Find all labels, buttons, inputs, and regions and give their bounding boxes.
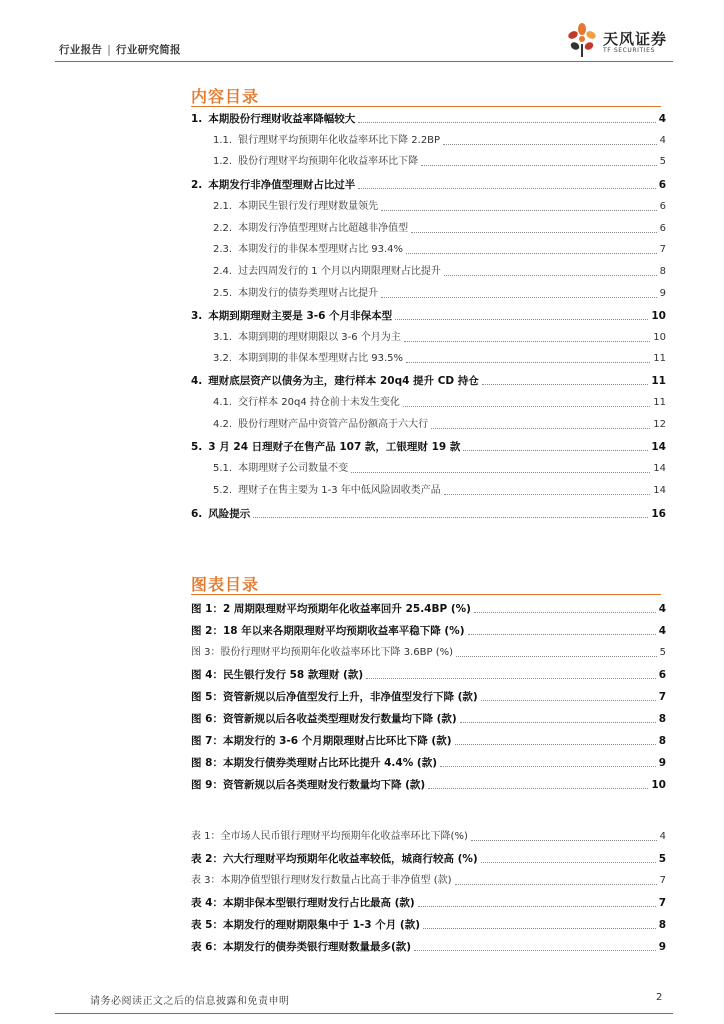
logo-chinese-name: 天风证券 <box>603 30 668 48</box>
toc-subsection-entry[interactable] <box>213 352 666 366</box>
toc-dot-leader <box>395 319 648 320</box>
toc-entry-number: 1. <box>191 113 203 125</box>
toc-entry-number: 2. <box>191 179 203 191</box>
toc-entry-title: 过去四周发行的 1 个月以内期限理财占比提升 <box>238 266 441 277</box>
toc-entry-title: 本期股份行理财收益率降幅较大 <box>208 113 356 125</box>
toc-entry-title: 3 月 24 日理财子在售产品 107 款，工银理财 19 款 <box>208 441 461 453</box>
chart-list-entry-title: 图 2：18 年以来各期限理财平均预期收益率平稳下降 (%) <box>191 625 465 637</box>
chart-list-entry-title: 图 3：股份行理财平均预期年化收益率环比下降 3.6BP (%) <box>191 647 453 658</box>
toc-dot-leader <box>455 744 656 745</box>
toc-entry-number: 5. <box>191 441 203 453</box>
chart-list-entry[interactable] <box>191 668 666 682</box>
toc-entry-page: 11 <box>651 375 666 387</box>
toc-entry-page: 5 <box>659 156 666 167</box>
toc-entry-number: 2.1. <box>213 201 233 212</box>
table-list-entry-title: 表 5：本期发行的理财期限集中于 1-3 个月 (款) <box>191 919 420 931</box>
toc-section-entry[interactable] <box>191 309 666 323</box>
toc-entry-page: 4 <box>658 113 666 125</box>
toc-entry-page: 11 <box>653 353 666 364</box>
toc-dot-leader <box>406 362 650 363</box>
toc-entry-number: 5.1. <box>213 463 233 474</box>
toc-entry-number: 4.1. <box>213 397 233 408</box>
table-list-entry[interactable] <box>191 896 666 910</box>
toc-entry-title: 股份行理财产品中资管产品份额高于六大行 <box>238 419 429 430</box>
toc-dot-leader <box>418 906 656 907</box>
toc-dot-leader <box>428 788 648 789</box>
toc-entry-title: 本期发行的非保本型理财占比 93.4% <box>238 244 404 255</box>
logo-english-name: TF SECURITIES <box>603 47 655 54</box>
chart-list-entry-title: 图 4：民生银行发行 58 款理财 (款) <box>191 669 364 681</box>
chart-list-entry-page: 6 <box>658 669 666 681</box>
breadcrumb-report-type: 行业报告 <box>59 44 103 56</box>
toc-subsection-entry[interactable] <box>213 484 666 498</box>
toc-section-entry[interactable] <box>191 507 666 521</box>
toc-entry-page: 4 <box>659 135 666 146</box>
toc-entry-page: 6 <box>659 223 666 234</box>
toc-subsection-entry[interactable] <box>213 200 666 214</box>
table-list-entry-page: 7 <box>659 875 666 886</box>
chart-list-entry-title: 图 1：2 周期限理财平均预期年化收益率回升 25.4BP (%) <box>191 603 471 615</box>
chart-list-entry-title: 图 5：资管新规以后净值型发行上升，非净值型发行下降 (款) <box>191 691 478 703</box>
chart-list-entry-title: 图 6：资管新规以后各收益类型理财发行数量均下降 (款) <box>191 713 457 725</box>
toc-entry-page: 6 <box>658 179 666 191</box>
toc-dot-leader <box>455 884 657 885</box>
toc-dot-leader <box>351 472 650 473</box>
toc-dot-leader <box>406 253 657 254</box>
toc-entry-number: 3.1. <box>213 332 233 343</box>
chart-list-entry-page: 8 <box>658 713 666 725</box>
toc-subsection-entry[interactable] <box>213 287 666 301</box>
toc-dot-leader <box>381 297 657 298</box>
toc-entry-number: 4. <box>191 375 203 387</box>
toc-entry-title: 本期到期的理财期限以 3-6 个月为主 <box>238 332 401 343</box>
toc-subsection-entry[interactable] <box>213 462 666 476</box>
chart-list-entry-page: 5 <box>659 647 666 658</box>
toc-entry-title: 理财底层资产以债务为主，建行样本 20q4 提升 CD 持仓 <box>208 375 479 387</box>
toc-entry-number: 2.3. <box>213 244 233 255</box>
toc-subsection-entry[interactable] <box>213 134 666 148</box>
toc-entry-page: 10 <box>653 332 666 343</box>
toc-entry-title: 本期到期的非保本型理财占比 93.5% <box>238 353 404 364</box>
toc-section-entry[interactable] <box>191 178 666 192</box>
toc-dot-leader <box>421 165 657 166</box>
chart-list-entry[interactable] <box>191 712 666 726</box>
chart-list-entry-page: 9 <box>658 757 666 769</box>
toc-entry-page: 12 <box>653 419 666 430</box>
page-number: 2 <box>656 992 663 1003</box>
toc-entry-page: 16 <box>651 508 666 520</box>
toc-entry-page: 7 <box>659 244 666 255</box>
table-list-entry-page: 4 <box>659 831 666 842</box>
toc-entry-title: 银行理财平均预期年化收益率环比下降 2.2BP <box>238 135 441 146</box>
toc-entry-page: 11 <box>653 397 666 408</box>
breadcrumb-separator: | <box>107 44 112 56</box>
toc-entry-page: 6 <box>659 201 666 212</box>
toc-dot-leader <box>366 678 656 679</box>
toc-entry-number: 6. <box>191 508 203 520</box>
toc-entry-page: 14 <box>653 463 666 474</box>
breadcrumb <box>59 42 181 57</box>
footer-divider <box>55 1013 673 1014</box>
tf-securities-logo <box>565 22 680 60</box>
toc-dot-leader <box>474 612 656 613</box>
toc-subsection-entry[interactable] <box>213 222 666 236</box>
toc-entry-title: 理财子在售主要为 1-3 年中低风险固收类产品 <box>238 485 441 496</box>
chart-list-entry-title: 图 8：本期发行债券类理财占比环比提升 4.4% (款) <box>191 757 437 769</box>
toc-subsection-entry[interactable] <box>213 243 666 257</box>
chart-list-entry[interactable] <box>191 734 666 748</box>
contents-title: 内容目录 <box>191 87 260 106</box>
toc-entry-title: 本期发行净值型理财占比超越非净值型 <box>238 223 409 234</box>
toc-entry-number: 2.4. <box>213 266 233 277</box>
toc-subsection-entry[interactable] <box>213 155 666 169</box>
footer-disclaimer: 请务必阅读正文之后的信息披露和免责申明 <box>90 996 290 1007</box>
toc-dot-leader <box>403 406 650 407</box>
chart-list-entry-page: 4 <box>658 625 666 637</box>
toc-section-entry[interactable] <box>191 374 666 388</box>
toc-entry-title: 风险提示 <box>208 508 251 520</box>
chart-list-entry-page: 4 <box>658 603 666 615</box>
chart-list-entry[interactable] <box>191 646 666 660</box>
contents-title-divider <box>191 106 661 107</box>
toc-dot-leader <box>471 840 657 841</box>
figures-title-divider <box>191 594 661 595</box>
toc-entry-number: 1.2. <box>213 156 233 167</box>
toc-dot-leader <box>481 700 656 701</box>
toc-dot-leader <box>456 656 657 657</box>
table-list-entry-page: 5 <box>658 853 666 865</box>
toc-dot-leader <box>444 494 650 495</box>
toc-section-entry[interactable] <box>191 112 666 126</box>
toc-subsection-entry[interactable] <box>213 418 666 432</box>
table-list-entry[interactable] <box>191 852 666 866</box>
toc-entry-page: 14 <box>651 441 666 453</box>
toc-section-entry[interactable] <box>191 440 666 454</box>
toc-dot-leader <box>358 188 655 189</box>
flower-logo-icon <box>565 22 599 58</box>
table-list-entry-title: 表 1：全市场人民币银行理财平均预期年化收益率环比下降(%) <box>191 831 468 842</box>
chart-list-entry-page: 10 <box>651 779 666 791</box>
table-list-entry-title: 表 2：六大行理财平均预期年化收益率较低，城商行较高 (%) <box>191 853 478 865</box>
toc-dot-leader <box>404 341 650 342</box>
toc-dot-leader <box>468 634 656 635</box>
toc-dot-leader <box>443 144 657 145</box>
toc-dot-leader <box>414 950 656 951</box>
toc-subsection-entry[interactable] <box>213 396 666 410</box>
toc-entry-number: 1.1. <box>213 135 233 146</box>
page-header <box>0 0 724 62</box>
toc-entry-title: 股份行理财平均预期年化收益率环比下降 <box>238 156 419 167</box>
table-list-entry-page: 8 <box>658 919 666 931</box>
toc-dot-leader <box>460 722 656 723</box>
table-list-entry[interactable] <box>191 874 666 888</box>
chart-list-entry-page: 8 <box>658 735 666 747</box>
toc-dot-leader <box>440 766 656 767</box>
table-list-entry-title: 表 3：本期净值型银行理财发行数量占比高于非净值型 (款) <box>191 875 452 886</box>
toc-dot-leader <box>463 450 648 451</box>
table-list-entry-page: 7 <box>658 897 666 909</box>
toc-dot-leader <box>481 862 656 863</box>
toc-entry-page: 10 <box>651 310 666 322</box>
chart-list-entry-title: 图 9：资管新规以后各类理财发行数量均下降 (款) <box>191 779 426 791</box>
toc-dot-leader <box>423 928 656 929</box>
toc-dot-leader <box>411 232 657 233</box>
toc-subsection-entry[interactable] <box>213 265 666 279</box>
chart-list-entry[interactable] <box>191 778 666 792</box>
table-list-entry[interactable] <box>191 940 666 954</box>
table-list-entry-title: 表 4：本期非保本型银行理财发行占比最高 (款) <box>191 897 415 909</box>
toc-subsection-entry[interactable] <box>213 331 666 345</box>
figures-title: 图表目录 <box>191 575 260 594</box>
toc-entry-number: 4.2. <box>213 419 233 430</box>
chart-list-entry-title: 图 7：本期发行的 3-6 个月期限理财占比环比下降 (款) <box>191 735 452 747</box>
toc-entry-page: 14 <box>653 485 666 496</box>
chart-list-entry[interactable] <box>191 756 666 770</box>
toc-entry-number: 5.2. <box>213 485 233 496</box>
header-divider <box>55 61 673 62</box>
toc-entry-title: 交行样本 20q4 持仓前十未发生变化 <box>238 397 400 408</box>
toc-entry-number: 2.5. <box>213 288 233 299</box>
table-list-entry[interactable] <box>191 830 666 844</box>
toc-entry-title: 本期发行的债券类理财占比提升 <box>238 288 379 299</box>
toc-entry-number: 2.2. <box>213 223 233 234</box>
table-list-entry-page: 9 <box>658 941 666 953</box>
chart-list-entry[interactable] <box>191 624 666 638</box>
chart-list-entry[interactable] <box>191 690 666 704</box>
toc-dot-leader <box>253 517 648 518</box>
toc-dot-leader <box>482 384 649 385</box>
toc-entry-page: 9 <box>659 288 666 299</box>
toc-entry-title: 本期发行非净值型理财占比过半 <box>208 179 356 191</box>
toc-entry-title: 本期到期理财主要是 3-6 个月非保本型 <box>208 310 393 322</box>
toc-entry-number: 3.2. <box>213 353 233 364</box>
table-list-entry-title: 表 6：本期发行的债券类银行理财数量最多(款) <box>191 941 412 953</box>
toc-entry-title: 本期民生银行发行理财数量领先 <box>238 201 379 212</box>
toc-dot-leader <box>444 275 657 276</box>
toc-dot-leader <box>381 210 657 211</box>
toc-entry-page: 8 <box>659 266 666 277</box>
toc-entry-number: 3. <box>191 310 203 322</box>
chart-list-entry-page: 7 <box>658 691 666 703</box>
breadcrumb-report-subtype: 行业研究简报 <box>116 44 181 56</box>
chart-list-entry[interactable] <box>191 602 666 616</box>
table-list-entry[interactable] <box>191 918 666 932</box>
toc-dot-leader <box>431 428 650 429</box>
toc-dot-leader <box>358 122 655 123</box>
toc-entry-title: 本期理财子公司数量不变 <box>238 463 349 474</box>
